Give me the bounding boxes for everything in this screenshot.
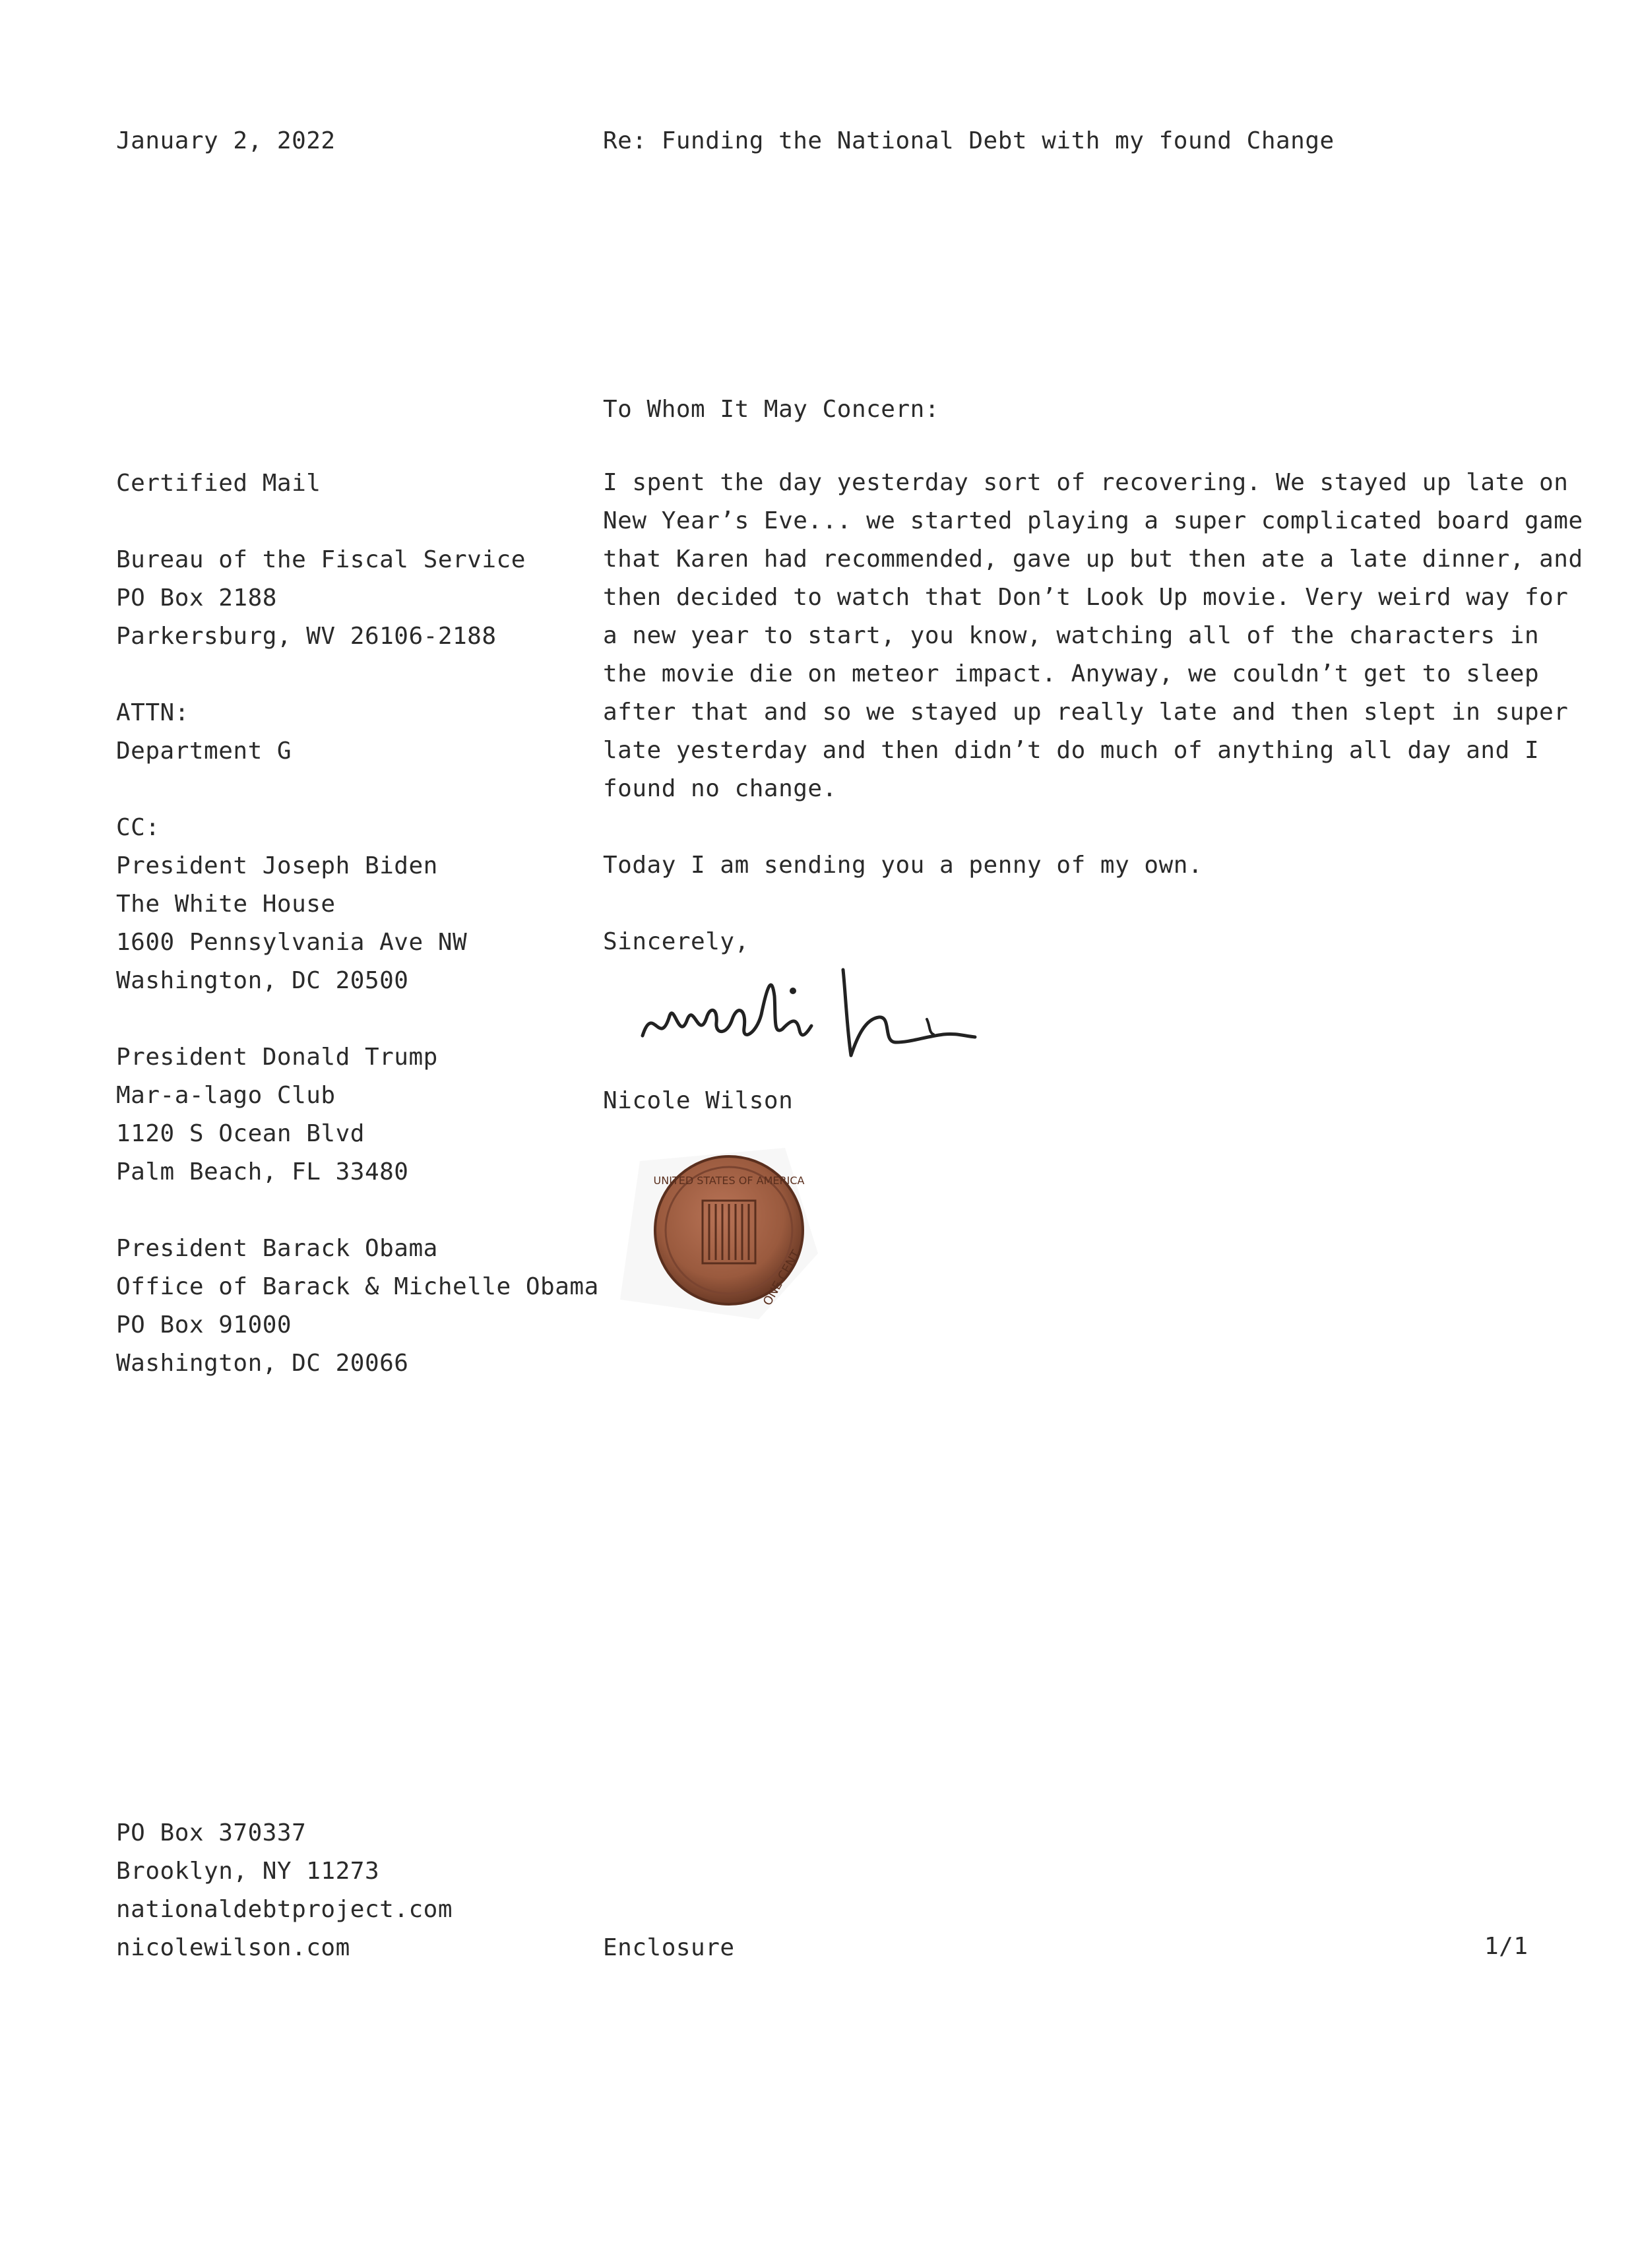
body-line: I spent the day yesterday sort of recovering. We stayed up late on (603, 469, 1569, 496)
bureau-name: Bureau of the Fiscal Service (116, 546, 526, 573)
letter-date: January 2, 2022 (116, 127, 336, 154)
body-line: then decided to watch that Don’t Look Up movie. Very weird way for (603, 584, 1569, 611)
cc-obama-city: Washington, DC 20066 (116, 1350, 409, 1377)
cc-label: CC: (116, 814, 160, 841)
body-line: a new year to start, you know, watching all of the characters in (603, 622, 1540, 649)
cc-biden-street: 1600 Pennsylvania Ave NW (116, 929, 468, 956)
penny-icon (594, 1121, 831, 1333)
sender-website-project: nationaldebtproject.com (116, 1896, 453, 1923)
penny-text-top: UNITED STATES OF AMERICA (653, 1174, 805, 1187)
sender-city: Brooklyn, NY 11273 (116, 1858, 380, 1885)
cc-trump-name: President Donald Trump (116, 1044, 438, 1071)
letter-subject: Re: Funding the National Debt with my found Change (603, 127, 1335, 154)
attn-label: ATTN: (116, 699, 189, 726)
recipients-column (116, 464, 599, 1383)
certified-mail: Certified Mail (116, 470, 321, 497)
sender-website-personal: nicolewilson.com (116, 1934, 350, 1961)
bureau-po-box: PO Box 2188 (116, 584, 277, 612)
attn-department: Department G (116, 738, 292, 765)
salutation: To Whom It May Concern: (603, 396, 939, 423)
body-line: that Karen had recommended, gave up but then ate a late dinner, and (603, 546, 1583, 573)
enclosure-label: Enclosure (603, 1934, 735, 1961)
closing: Sincerely, (603, 928, 749, 955)
cc-obama-org: Office of Barack & Michelle Obama (116, 1273, 599, 1300)
letter-body (603, 464, 1583, 961)
body-line: found no change. (603, 775, 837, 802)
cc-trump-org: Mar-a-lago Club (116, 1082, 336, 1109)
signature-icon (633, 957, 990, 1069)
sender-po-box: PO Box 370337 (116, 1819, 307, 1846)
cc-obama-po-box: PO Box 91000 (116, 1311, 292, 1339)
cc-obama-name: President Barack Obama (116, 1235, 438, 1262)
cc-trump-city: Palm Beach, FL 33480 (116, 1158, 409, 1185)
signer-name: Nicole Wilson (603, 1087, 794, 1114)
body-line: the movie die on meteor impact. Anyway, we couldn’t get to sleep (603, 660, 1540, 687)
cc-biden-org: The White House (116, 891, 336, 918)
body-paragraph-2: Today I am sending you a penny of my own. (603, 852, 1203, 879)
body-line: late yesterday and then didn’t do much of anything all day and I (603, 737, 1540, 764)
sender-address (116, 1814, 591, 1967)
page-number: 1/1 (1484, 1933, 1528, 1960)
bureau-city: Parkersburg, WV 26106-2188 (116, 623, 497, 650)
cc-biden-name: President Joseph Biden (116, 852, 438, 879)
penny-text-side: ONE CENT (760, 1247, 803, 1308)
cc-biden-city: Washington, DC 20500 (116, 967, 409, 994)
body-line: after that and so we stayed up really late and then slept in super (603, 699, 1569, 726)
body-line: New Year’s Eve... we started playing a super complicated board game (603, 507, 1583, 534)
cc-trump-street: 1120 S Ocean Blvd (116, 1120, 365, 1147)
